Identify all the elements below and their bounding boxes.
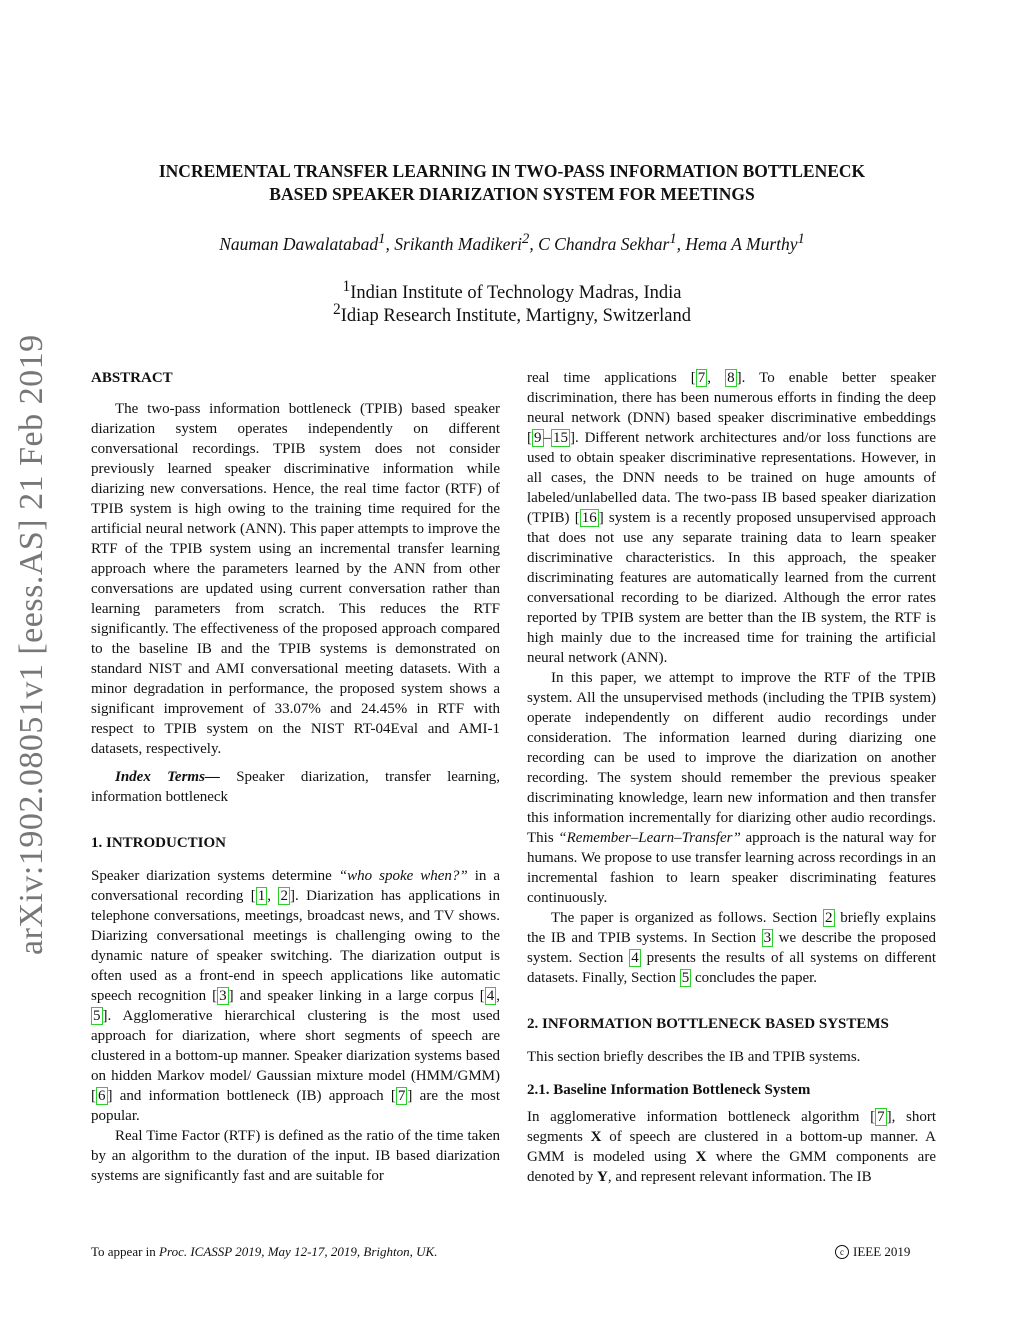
- text-run: ,: [496, 988, 500, 1004]
- text-run: real time applications [: [527, 370, 696, 386]
- citation-link[interactable]: 5: [93, 1008, 101, 1024]
- affiliation-2: [90, 301, 934, 327]
- affil-text: Idiap Research Institute, Martigny, Switzerland: [340, 306, 691, 327]
- text-run: ]. Agglomerative hierarchical clustering is the most used approach for diarization, where short segments of speech are clustered in a bottom-up manner. Speaker diarization systems based on hidden Markov model/ Gaussian mixture model (HMM/GMM) [: [91, 1008, 500, 1104]
- abstract-text: The two-pass information bottleneck (TPIB) based speaker diarization system operates independently on different conversational recordings. TPIB system does not consider previously learned speaker discriminative information while diarizing new conversations. Hence, the real time factor (RTF) of TPIB system is high owing to the training time required for the artificial neural network (ANN). This paper attempts to improve the RTF of the TPIB system using an incremental transfer learning approach where the parameters learned by the ANN from other conversations are updated using current conversation rather than learning parameters from scratch. This reduces the RTF significantly. The effectiveness of the proposed approach compared to the baseline IB and the TPIB systems is demonstrated on standard NIST and AMI conversational meeting datasets. With a minor degradation in performance, the proposed system shows a significant improvement of 33.07% and 24.45% in RTF with respect to TPIB system on the NIST RT-04Eval and AMI-1 datasets, respectively.: [91, 401, 500, 757]
- author-affil-sup: 2: [522, 231, 530, 247]
- author-name: Nauman Dawalatabad: [219, 233, 379, 254]
- intro-paragraph-5: [527, 908, 936, 988]
- text-run: ], short segments: [527, 1109, 936, 1145]
- text-run: ] are the most popular.: [91, 1088, 500, 1124]
- text-run: In agglomerative information bottleneck algorithm [: [527, 1109, 876, 1125]
- intro-paragraph-1: [91, 866, 500, 1126]
- intro-paragraph-3: [527, 368, 936, 668]
- author-list: [90, 231, 934, 255]
- citation-link[interactable]: 6: [98, 1088, 106, 1104]
- section-link[interactable]: 3: [763, 930, 772, 946]
- author-name: Srikanth Madikeri: [394, 233, 523, 254]
- author-name: Hema A Murthy: [685, 233, 798, 254]
- text-run: Speaker diarization systems determine: [91, 868, 339, 884]
- citation-link[interactable]: 2: [280, 888, 288, 904]
- citation-link[interactable]: 3: [219, 988, 227, 1004]
- affil-sup: 1: [342, 278, 351, 295]
- footer-prefix: To appear in: [91, 1244, 160, 1259]
- citation-link[interactable]: 16: [581, 510, 597, 526]
- text-run: –: [543, 430, 551, 446]
- text-run: we describe the proposed system. Section: [527, 930, 936, 966]
- citation-link[interactable]: 4: [486, 988, 495, 1004]
- left-column: [91, 368, 500, 1186]
- section-link[interactable]: 4: [631, 950, 639, 966]
- title-line-1: INCREMENTAL TRANSFER LEARNING IN TWO-PASS INFORMATION BOTTLENECK: [158, 161, 866, 181]
- author-affil-sup: 1: [669, 231, 677, 247]
- intro-paragraph-2: Real Time Factor (RTF) is defined as the ratio of the time taken by an algorithm to the duration of the input. IB based diarization systems are significantly fast and are suitable for: [91, 1128, 500, 1184]
- text-run: in a conversational recording [: [91, 868, 500, 904]
- citation-link[interactable]: 8: [727, 370, 735, 386]
- index-terms-text: Speaker diarization, transfer learning, information bottleneck: [91, 769, 500, 805]
- citation-link[interactable]: 9: [534, 430, 542, 446]
- subsection-2-1-text: [527, 1107, 936, 1187]
- footer-copyright: [835, 1244, 910, 1260]
- text-run: of speech are clustered in a bottom-up manner. A GMM is modeled using: [527, 1129, 936, 1165]
- text-run: The paper is organized as follows. Section: [551, 910, 824, 926]
- copyright-text: IEEE 2019: [853, 1244, 911, 1259]
- section-2-text: This section briefly describes the IB and TPIB systems.: [527, 1049, 861, 1065]
- intro-heading: 1. INTRODUCTION: [91, 835, 227, 851]
- citation-link[interactable]: 7: [877, 1109, 885, 1125]
- text-run: briefly explains the IB and TPIB systems. In Section: [527, 910, 936, 946]
- text-run: ,: [267, 888, 279, 904]
- text-run: ]. Different network architectures and/or loss functions are used to obtain speaker discriminative representations. However, in all cases, the DNN needs to be trained on huge amounts of labeled/unlabelled data. The two-pass IB based speaker diarization (TPIB) [: [527, 430, 936, 526]
- author-affil-sup: 1: [797, 231, 805, 247]
- title-line-2: BASED SPEAKER DIARIZATION SYSTEM FOR MEETINGS: [269, 184, 755, 204]
- section-link[interactable]: 5: [681, 970, 690, 986]
- text-run: ]. To enable better speaker discrimination, there has been numerous efforts in finding the deep neural network (DNN) based speaker discriminative embeddings [: [527, 370, 936, 446]
- footer-venue: [91, 1244, 437, 1260]
- right-column: [527, 368, 936, 1187]
- author-name: C Chandra Sekhar: [538, 233, 670, 254]
- math-symbol: X: [590, 1129, 602, 1145]
- intro-paragraph-4: [527, 668, 936, 908]
- text-run: concludes the paper.: [691, 970, 818, 986]
- math-symbol: X: [695, 1149, 707, 1165]
- index-terms: [91, 767, 500, 807]
- citation-link[interactable]: 1: [257, 888, 266, 904]
- citation-link[interactable]: 7: [397, 1088, 406, 1104]
- abstract-heading: ABSTRACT: [91, 370, 173, 386]
- quote-text: “who spoke when?”: [338, 868, 468, 884]
- affil-sup: 2: [333, 301, 341, 318]
- text-run: ] and information bottleneck (IB) approach [: [107, 1088, 396, 1104]
- affil-text: Indian Institute of Technology Madras, India: [350, 283, 682, 304]
- subsection-2-1-heading: 2.1. Baseline Information Bottleneck System: [527, 1082, 811, 1098]
- citation-link[interactable]: 15: [553, 430, 568, 446]
- text-run: ,: [707, 370, 726, 386]
- text-run: ] and speaker linking in a large corpus [: [228, 988, 485, 1004]
- section-link[interactable]: 2: [825, 910, 833, 926]
- author-affil-sup: 1: [378, 231, 386, 247]
- index-terms-label: Index Terms—: [115, 769, 220, 785]
- text-run: approach is the natural way for humans. We propose to use transfer learning across recordings in an incremental fashion to learn speaker discriminating features continuously.: [527, 830, 936, 906]
- section-2-heading: 2. INFORMATION BOTTLENECK BASED SYSTEMS: [527, 1016, 889, 1032]
- paper-title: [90, 160, 934, 206]
- text-run: ]. Diarization has applications in telephone conversations, meetings, broadcast news, and TV shows. Diarizing conversational meetings is challenging owing to the dynamic nature of speaker switching. The diarization output is often used as a front-end in speech applications like automatic speech recognition [: [91, 888, 500, 1004]
- arxiv-stamp: arXiv:1902.08051v1 [eess.AS] 21 Feb 2019: [13, 334, 50, 955]
- quote-text: “Remember–Learn–Transfer”: [558, 830, 741, 846]
- citation-link[interactable]: 7: [697, 370, 706, 386]
- text-run: ] system is a recently proposed unsupervised approach that does not use any separate training data to learn speaker discriminative characteristics. In this approach, the speaker discriminating features are automatically learned from the current conversational recording to be diarized. Although the error rates reported by TPIB system are better than the IB system, the RTF is high mainly due to the increased time for training the artificial neural network (ANN).: [527, 510, 936, 666]
- author-sep: ,: [529, 233, 539, 254]
- text-run: , and represent relevant information. The IB: [607, 1169, 872, 1185]
- text-run: In this paper, we attempt to improve the RTF of the TPIB system. All the unsupervised methods (including the TPIB system) operate independently on different audio recordings under consideration. The information learned during diarizing one recording can be used to improve the diarization on another recording. The system should remember the previous speaker discriminating knowledge, learn new information and then transfer this information incrementally for diarizing other audio recordings. This: [527, 670, 936, 846]
- copyright-icon: c: [835, 1245, 849, 1259]
- text-run: presents the results of all systems on different datasets. Finally, Section: [527, 950, 936, 986]
- math-symbol: Y: [596, 1169, 608, 1185]
- text-run: where the GMM components are denoted by: [527, 1149, 936, 1185]
- author-sep: ,: [676, 233, 686, 254]
- footer-venue-text: Proc. ICASSP 2019, May 12-17, 2019, Brighton, UK.: [159, 1244, 438, 1259]
- author-sep: ,: [385, 233, 395, 254]
